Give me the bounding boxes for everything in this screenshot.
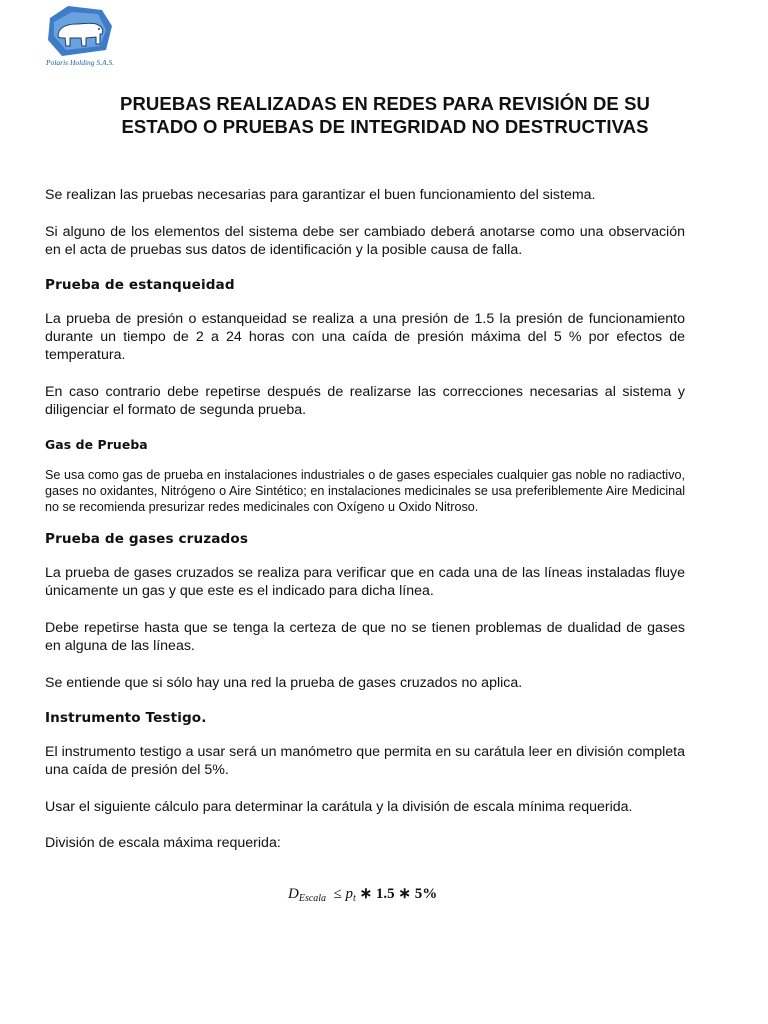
formula-lhs: D bbox=[288, 886, 299, 902]
formula-variable: p bbox=[345, 886, 354, 902]
scale-division-formula bbox=[288, 884, 437, 904]
section-heading-cruzados: Prueba de gases cruzados bbox=[45, 531, 249, 547]
polar-bear-icon bbox=[44, 4, 116, 60]
paragraph: Si alguno de los elementos del sistema debe ser cambiado deberá anotarse como una observación en el acta de pruebas sus datos de identificación y la posible causa de falla. bbox=[45, 224, 685, 258]
formula-rest: ∗ 1.5 ∗ 5% bbox=[359, 886, 438, 902]
paragraph: Se entiende que si sólo hay una red la prueba de gases cruzados no aplica. bbox=[45, 675, 523, 691]
page-title bbox=[40, 92, 730, 138]
formula-variable-subscript: t bbox=[353, 893, 356, 904]
paragraph: Se usa como gas de prueba en instalaciones industriales o de gases especiales cualquier gas noble no radiactivo, gases no oxidantes, Nitrógeno o Aire Sintético; en instalaciones medicinales se usa preferiblemente Aire Medicinal no se recomienda presurizar redes medicinales con Oxígeno u Oxido Nitroso. bbox=[45, 468, 685, 514]
title-line-2: ESTADO O PRUEBAS DE INTEGRIDAD NO DESTRUCTIVAS bbox=[121, 116, 649, 137]
title-line-1: PRUEBAS REALIZADAS EN REDES PARA REVISIÓN DE SU bbox=[120, 93, 650, 114]
paragraph: Usar el siguiente cálculo para determinar la carátula y la división de escala mínima requerida. bbox=[45, 799, 633, 815]
paragraph: La prueba de gases cruzados se realiza para verificar que en cada una de las líneas instaladas fluye únicamente un gas y que este es el indicado para dicha línea. bbox=[45, 565, 685, 599]
section-heading-instrumento: Instrumento Testigo. bbox=[45, 710, 207, 726]
section-heading-gas: Gas de Prueba bbox=[45, 437, 148, 452]
paragraph: La prueba de presión o estanqueidad se realiza a una presión de 1.5 la presión de funcionamiento durante un tiempo de 2 a 24 horas con una caída de presión máxima del 5 % por efectos de temperatura. bbox=[45, 311, 685, 363]
paragraph: En caso contrario debe repetirse después de realizarse las correcciones necesarias al sistema y diligenciar el formato de segunda prueba. bbox=[45, 384, 685, 418]
paragraph: División de escala máxima requerida: bbox=[45, 835, 281, 851]
section-heading-estanqueidad: Prueba de estanqueidad bbox=[45, 277, 235, 293]
paragraph: Se realizan las pruebas necesarias para garantizar el buen funcionamiento del sistema. bbox=[45, 187, 596, 203]
document-body bbox=[45, 186, 685, 852]
paragraph: El instrumento testigo a usar será un manómetro que permita en su carátula leer en división completa una caída de presión del 5%. bbox=[45, 744, 685, 778]
formula-lhs-subscript: Escala bbox=[298, 893, 327, 904]
paragraph: Debe repetirse hasta que se tenga la certeza de que no se tienen problemas de dualidad de gases en alguna de las líneas. bbox=[45, 620, 685, 654]
formula-operator: ≤ bbox=[333, 886, 342, 902]
company-name: Polaris Holding S.A.S. bbox=[46, 58, 115, 67]
